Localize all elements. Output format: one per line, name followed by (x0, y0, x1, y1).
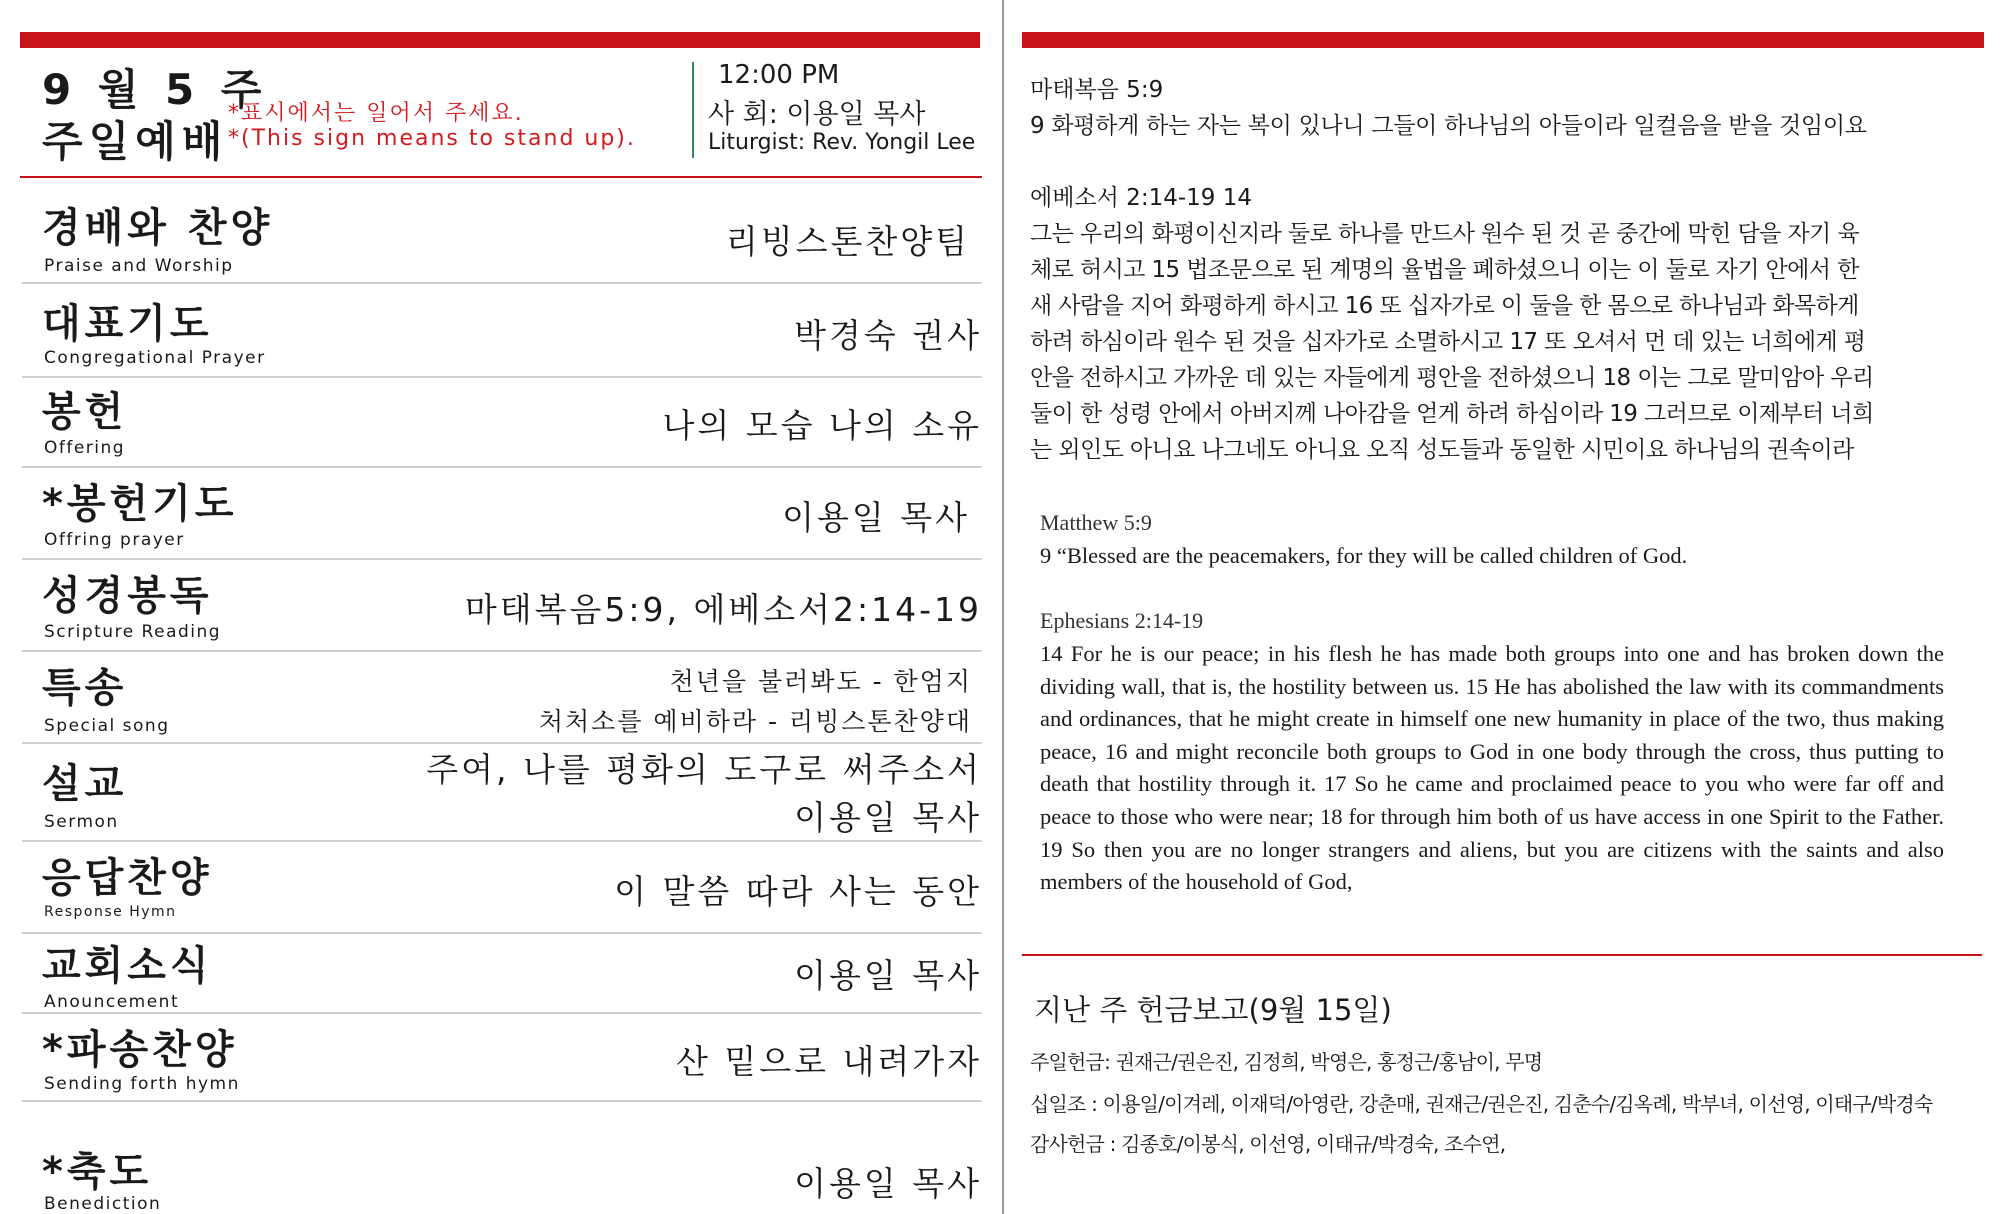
header-separator (692, 62, 694, 158)
scripture-en-matthew-ref: Matthew 5:9 (1040, 510, 1152, 535)
program-value: 산 밑으로 내려가자 (675, 1042, 982, 1081)
host-korean: 사 회: 이용일 목사 (708, 99, 926, 130)
program-value: 이용일 목사 (794, 1164, 982, 1203)
scripture-ko-line: 새 사람을 지어 화평하게 하시고 16 또 십자가로 이 둘을 한 몸으로 하나님과 화목하게 (1030, 293, 1859, 319)
scripture-en-matthew-text: 9 “Blessed are the peacemakers, for they will be called children of God. (1040, 543, 1688, 568)
program-title-english: Sermon (44, 812, 119, 832)
program-row-benediction (22, 1102, 982, 1214)
scripture-ko-line: 는 외인도 아니요 나그네도 아니요 오직 성도들과 동일한 시민이요 하나님의 권속이라 (1030, 437, 1854, 463)
program-title-english: Praise and Worship (44, 256, 234, 276)
service-week-title: 9 월 5 주 (42, 65, 268, 114)
program-row-prayer (22, 284, 982, 378)
program-value-line2: 처처소를 예비하라 - 리빙스톤찬양대 (538, 707, 972, 736)
liturgist: Liturgist: Rev. Yongil Lee (708, 130, 976, 155)
program-row-offering (22, 378, 982, 468)
program-title-korean: *축도 (42, 1149, 153, 1195)
page-divider (1002, 0, 1004, 1214)
scripture-en-ephesians-text: 14 For he is our peace; in his flesh he has made both groups into one and has broken down the dividing wall, that is, the hostility between us. 15 He has abolished the law with its commandments and ordinances, that he might create in himself one new humanity in place of the two, thus making peace, 16 and might reconcile both groups to God in one body through the cross, thus putting to death that hostility through it. 17 So he came and proclaimed peace to you who were far off and peace to those who were near; 18 for through him both of us have access in one Spirit to the Father. 19 So then you are no longer strangers and aliens, but you are citizens with the saints and also members of the household of God, (1040, 641, 1944, 895)
program-title-korean: 봉헌 (42, 389, 128, 435)
program-value-line2: 이용일 목사 (794, 798, 982, 837)
program-title-english: Congregational Prayer (44, 348, 266, 368)
program-row-announcement (22, 934, 982, 1014)
program-value: 마태복음5:9, 에베소서2:14-19 (464, 590, 982, 629)
program-value-line1: 천년을 불러봐도 - 한엄지 (669, 667, 972, 696)
program-value: 나의 모습 나의 소유 (662, 406, 982, 445)
program-title-korean: *파송찬양 (42, 1027, 238, 1073)
program-row-special-song (22, 652, 982, 744)
scripture-ko-line: 그는 우리의 화평이신지라 둘로 하나를 만드사 원수 된 것 곧 중간에 막힌 담을 자기 육 (1030, 221, 1859, 247)
scripture-ko-line: 안을 전하시고 가까운 데 있는 자들에게 평안을 전하셨으니 18 이는 그로 말미암아 우리 (1030, 365, 1874, 391)
program-title-korean: *봉헌기도 (42, 481, 238, 527)
scripture-ko-line: 둘이 한 성령 안에서 아버지께 나아감을 얻게 하려 하심이라 19 그러므로 이제부터 너희 (1030, 401, 1874, 427)
top-red-bar-left (20, 32, 980, 48)
program-title-korean: 교회소식 (42, 943, 213, 989)
program-row-sending-hymn (22, 1014, 982, 1102)
program-title-english: Offering (44, 438, 126, 458)
program-row-scripture (22, 560, 982, 652)
offering-report-tithe: 십일조 : 이용일/이겨레, 이재덕/아영란, 강춘매, 권재근/권은진, 김춘수/김옥례, 박부녀, 이선영, 이태구/박경숙 (1030, 1092, 1933, 1116)
scripture-en-ephesians-ref: Ephesians 2:14-19 (1040, 608, 1204, 633)
program-row-response-hymn (22, 842, 982, 934)
program-title-english: Anouncement (44, 992, 180, 1012)
program-row-praise (22, 180, 982, 284)
scripture-ko-ephesians-text (1030, 216, 1946, 468)
program-value: 이용일 목사 (794, 956, 982, 995)
stand-note-korean: *표시에서는 일어서 주세요. (228, 101, 524, 126)
program-value: 리빙스톤찬양팀 (725, 222, 970, 261)
top-red-bar-right (1022, 32, 1984, 48)
service-name-title: 주일예배 (42, 117, 229, 166)
program-value: 이 말씀 따라 사는 동안 (614, 872, 982, 911)
scripture-ko-matthew-ref: 마태복음 5:9 (1030, 77, 1164, 103)
scripture-ko-matthew-text: 9 화평하게 하는 자는 복이 있나니 그들이 하나님의 아들이라 일컬음을 받을 것임이요 (1030, 113, 1867, 139)
program-title-english: Scripture Reading (44, 622, 222, 642)
program-title-korean: 설교 (42, 761, 128, 807)
program-title-english: Offring prayer (44, 530, 185, 550)
program-title-korean: 응답찬양 (42, 855, 213, 901)
report-divider (1022, 954, 1982, 956)
stand-note-english: *(This sign means to stand up). (228, 126, 636, 151)
program-title-korean: 성경봉독 (42, 573, 213, 619)
header-underline (20, 176, 982, 178)
scripture-ko-line: 체로 허시고 15 법조문으로 된 계명의 율법을 폐하셨으니 이는 이 둘로 자기 안에서 한 (1030, 257, 1859, 283)
program-title-english: Special song (44, 716, 170, 736)
program-title-korean: 특송 (42, 665, 128, 711)
offering-report-sunday: 주일헌금: 권재근/권은진, 김정희, 박영은, 홍정근/홍남이, 무명 (1030, 1050, 1543, 1074)
offering-report-title: 지난 주 헌금보고(9월 15일) (1034, 993, 1392, 1027)
scripture-ko-ephesians-ref: 에베소서 2:14-19 14 (1030, 185, 1252, 211)
program-row-sermon (22, 744, 982, 842)
program-title-korean: 대표기도 (42, 301, 213, 347)
program-title-korean: 경배와 찬양 (42, 205, 274, 251)
program-row-offering-prayer (22, 468, 982, 560)
program-value: 박경숙 권사 (794, 316, 982, 355)
scripture-ko-line: 하려 하심이라 원수 된 것을 십자가로 소멸하시고 17 또 오셔서 먼 데 있는 너희에게 평 (1030, 329, 1866, 355)
program-title-english: Sending forth hymn (44, 1074, 240, 1094)
offering-report-thanks: 감사헌금 : 김종호/이봉식, 이선영, 이태규/박경숙, 조수연, (1030, 1132, 1506, 1156)
program-title-english: Response Hymn (44, 904, 177, 920)
program-value-line1: 주여, 나를 평화의 도구로 써주소서 (426, 750, 982, 789)
service-time: 12:00 PM (718, 60, 840, 90)
program-title-english: Benediction (44, 1194, 162, 1214)
program-value: 이용일 목사 (782, 498, 970, 537)
